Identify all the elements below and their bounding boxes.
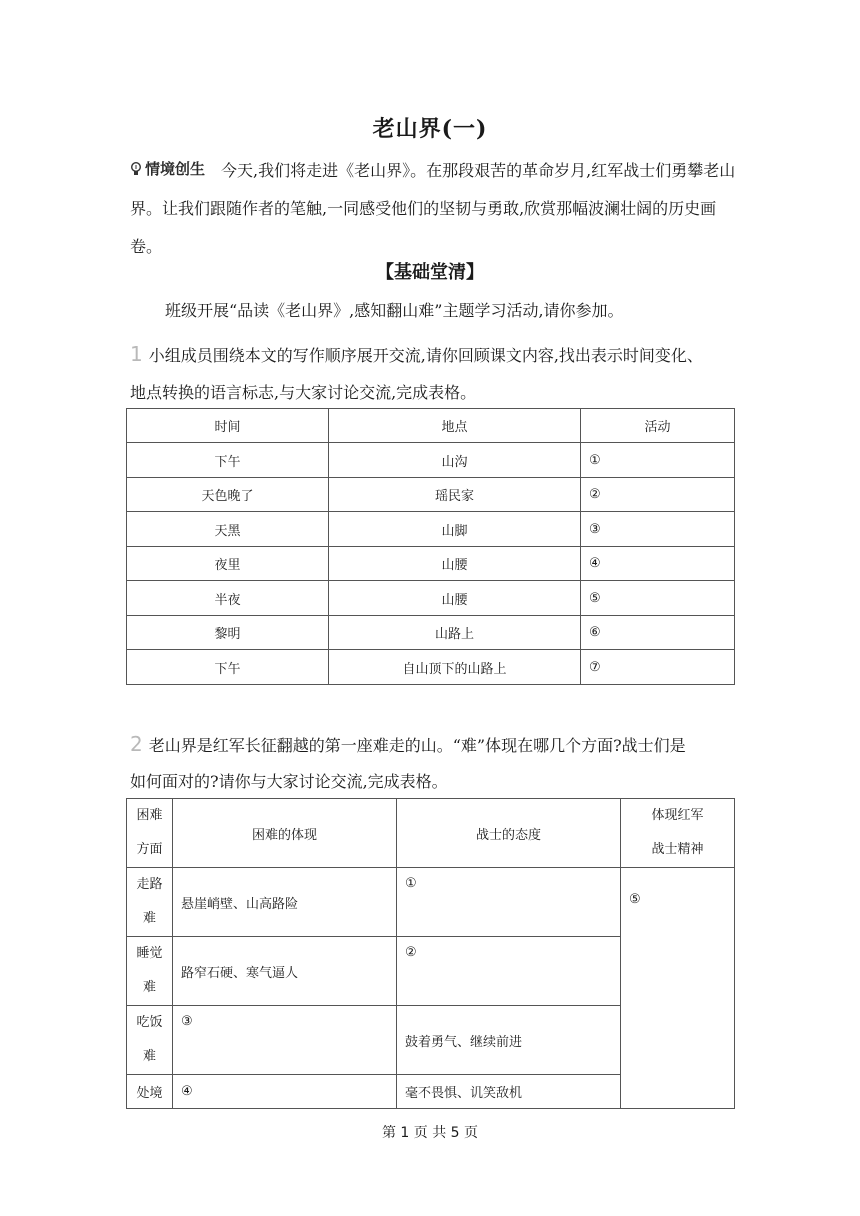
table-row xyxy=(127,547,735,581)
attitude-cell: 毫不畏惧、讥笑敌机 xyxy=(397,1075,621,1109)
aspect-line2: 难 xyxy=(142,1049,156,1064)
time-cell: 下午 xyxy=(127,443,329,478)
q2-header-spirit xyxy=(621,799,735,868)
activity-cell[interactable]: ③ xyxy=(581,512,735,547)
attitude-cell[interactable]: ① xyxy=(397,868,621,937)
table-row xyxy=(127,512,735,547)
page-footer: 第 1 页 共 5 页 xyxy=(381,1125,479,1141)
difficulty-cell[interactable]: ④ xyxy=(173,1075,397,1109)
q2-number: 2 xyxy=(130,732,143,756)
place-cell: 瑶民家 xyxy=(329,478,581,512)
aspect-cell xyxy=(127,1006,173,1075)
q1-header-place: 地点 xyxy=(329,409,581,443)
place-cell: 山腰 xyxy=(329,547,581,581)
q1-line-1 xyxy=(130,344,703,366)
q1-header-row xyxy=(127,409,735,443)
q2-header-aspect-line2: 方面 xyxy=(136,842,163,857)
activity-cell[interactable]: ⑥ xyxy=(581,616,735,650)
place-cell: 山脚 xyxy=(329,512,581,547)
page-title: 老山界(一) xyxy=(372,116,488,142)
q1-header-time: 时间 xyxy=(127,409,329,443)
q2-header-aspect xyxy=(127,799,173,868)
difficulty-cell: 悬崖峭壁、山高路险 xyxy=(173,868,397,937)
aspect-line2: 难 xyxy=(142,980,156,995)
q2-header-difficulty: 困难的体现 xyxy=(173,799,397,868)
intro-badge xyxy=(130,150,205,188)
aspect-line1: 睡觉 xyxy=(136,946,163,961)
place-cell: 山路上 xyxy=(329,616,581,650)
aspect-line1: 吃饭 xyxy=(136,1015,163,1030)
aspect-line1: 处境 xyxy=(136,1086,163,1101)
q2-header-attitude: 战士的态度 xyxy=(397,799,621,868)
q2-text-1: 老山界是红军长征翻越的第一座难走的山。“难”体现在哪几个方面?战士们是 xyxy=(148,736,686,755)
q1-line-2: 地点转换的语言标志,与大家讨论交流,完成表格。 xyxy=(130,383,477,402)
place-cell: 山沟 xyxy=(329,443,581,478)
activity-cell[interactable]: ⑦ xyxy=(581,650,735,685)
aspect-cell xyxy=(127,1075,173,1109)
table-row xyxy=(127,616,735,650)
q2-header-spirit-line2: 战士精神 xyxy=(651,842,704,857)
time-cell: 夜里 xyxy=(127,547,329,581)
aspect-cell xyxy=(127,868,173,937)
q2-header-spirit-line1: 体现红军 xyxy=(651,808,704,823)
intro-badge-label: 情境创生 xyxy=(145,160,206,178)
activity-cell[interactable]: ① xyxy=(581,443,735,478)
place-cell: 山腰 xyxy=(329,581,581,616)
q2-table xyxy=(126,798,735,1109)
activity-cell[interactable]: ② xyxy=(581,478,735,512)
attitude-cell[interactable]: ② xyxy=(397,937,621,1006)
difficulty-cell: 路窄石硬、寒气逼人 xyxy=(173,937,397,1006)
table-row xyxy=(127,868,735,937)
time-cell: 黎明 xyxy=(127,616,329,650)
intro-text: 今天,我们将走进《老山界》。在那段艰苦的革命岁月,红军战士们勇攀老山界。让我们跟随作者的笔触,一同感受他们的坚韧与勇敢,欣赏那幅波澜壮阔的历史画卷。 xyxy=(130,161,736,256)
table-row xyxy=(127,443,735,478)
q2-line-2: 如何面对的?请你与大家讨论交流,完成表格。 xyxy=(130,772,448,791)
section-title: 【基础堂清】 xyxy=(376,262,484,283)
place-cell: 自山顶下的山路上 xyxy=(329,650,581,685)
q2-header-row xyxy=(127,799,735,868)
aspect-line1: 走路 xyxy=(136,877,163,892)
spirit-cell[interactable]: ⑤ xyxy=(621,868,735,1109)
q2-header-aspect-line1: 困难 xyxy=(136,808,163,823)
table-row xyxy=(127,581,735,616)
activity-text: 班级开展“品读《老山界》,感知翻山难”主题学习活动,请你参加。 xyxy=(165,301,624,320)
q1-header-activity: 活动 xyxy=(581,409,735,443)
table-row xyxy=(127,478,735,512)
activity-cell[interactable]: ④ xyxy=(581,547,735,581)
aspect-cell xyxy=(127,937,173,1006)
q1-text-1: 小组成员围绕本文的写作顺序展开交流,请你回顾课文内容,找出表示时间变化、 xyxy=(148,346,703,365)
q1-table xyxy=(126,408,735,685)
difficulty-cell[interactable]: ③ xyxy=(173,1006,397,1075)
lightbulb-icon xyxy=(130,162,142,176)
q1-number: 1 xyxy=(130,342,143,366)
q2-line-1 xyxy=(130,734,686,756)
time-cell: 下午 xyxy=(127,650,329,685)
time-cell: 半夜 xyxy=(127,581,329,616)
attitude-cell: 鼓着勇气、继续前进 xyxy=(397,1006,621,1075)
activity-cell[interactable]: ⑤ xyxy=(581,581,735,616)
time-cell: 天黑 xyxy=(127,512,329,547)
time-cell: 天色晚了 xyxy=(127,478,329,512)
intro-paragraph xyxy=(130,150,740,266)
aspect-line2: 难 xyxy=(142,911,156,926)
table-row xyxy=(127,650,735,685)
